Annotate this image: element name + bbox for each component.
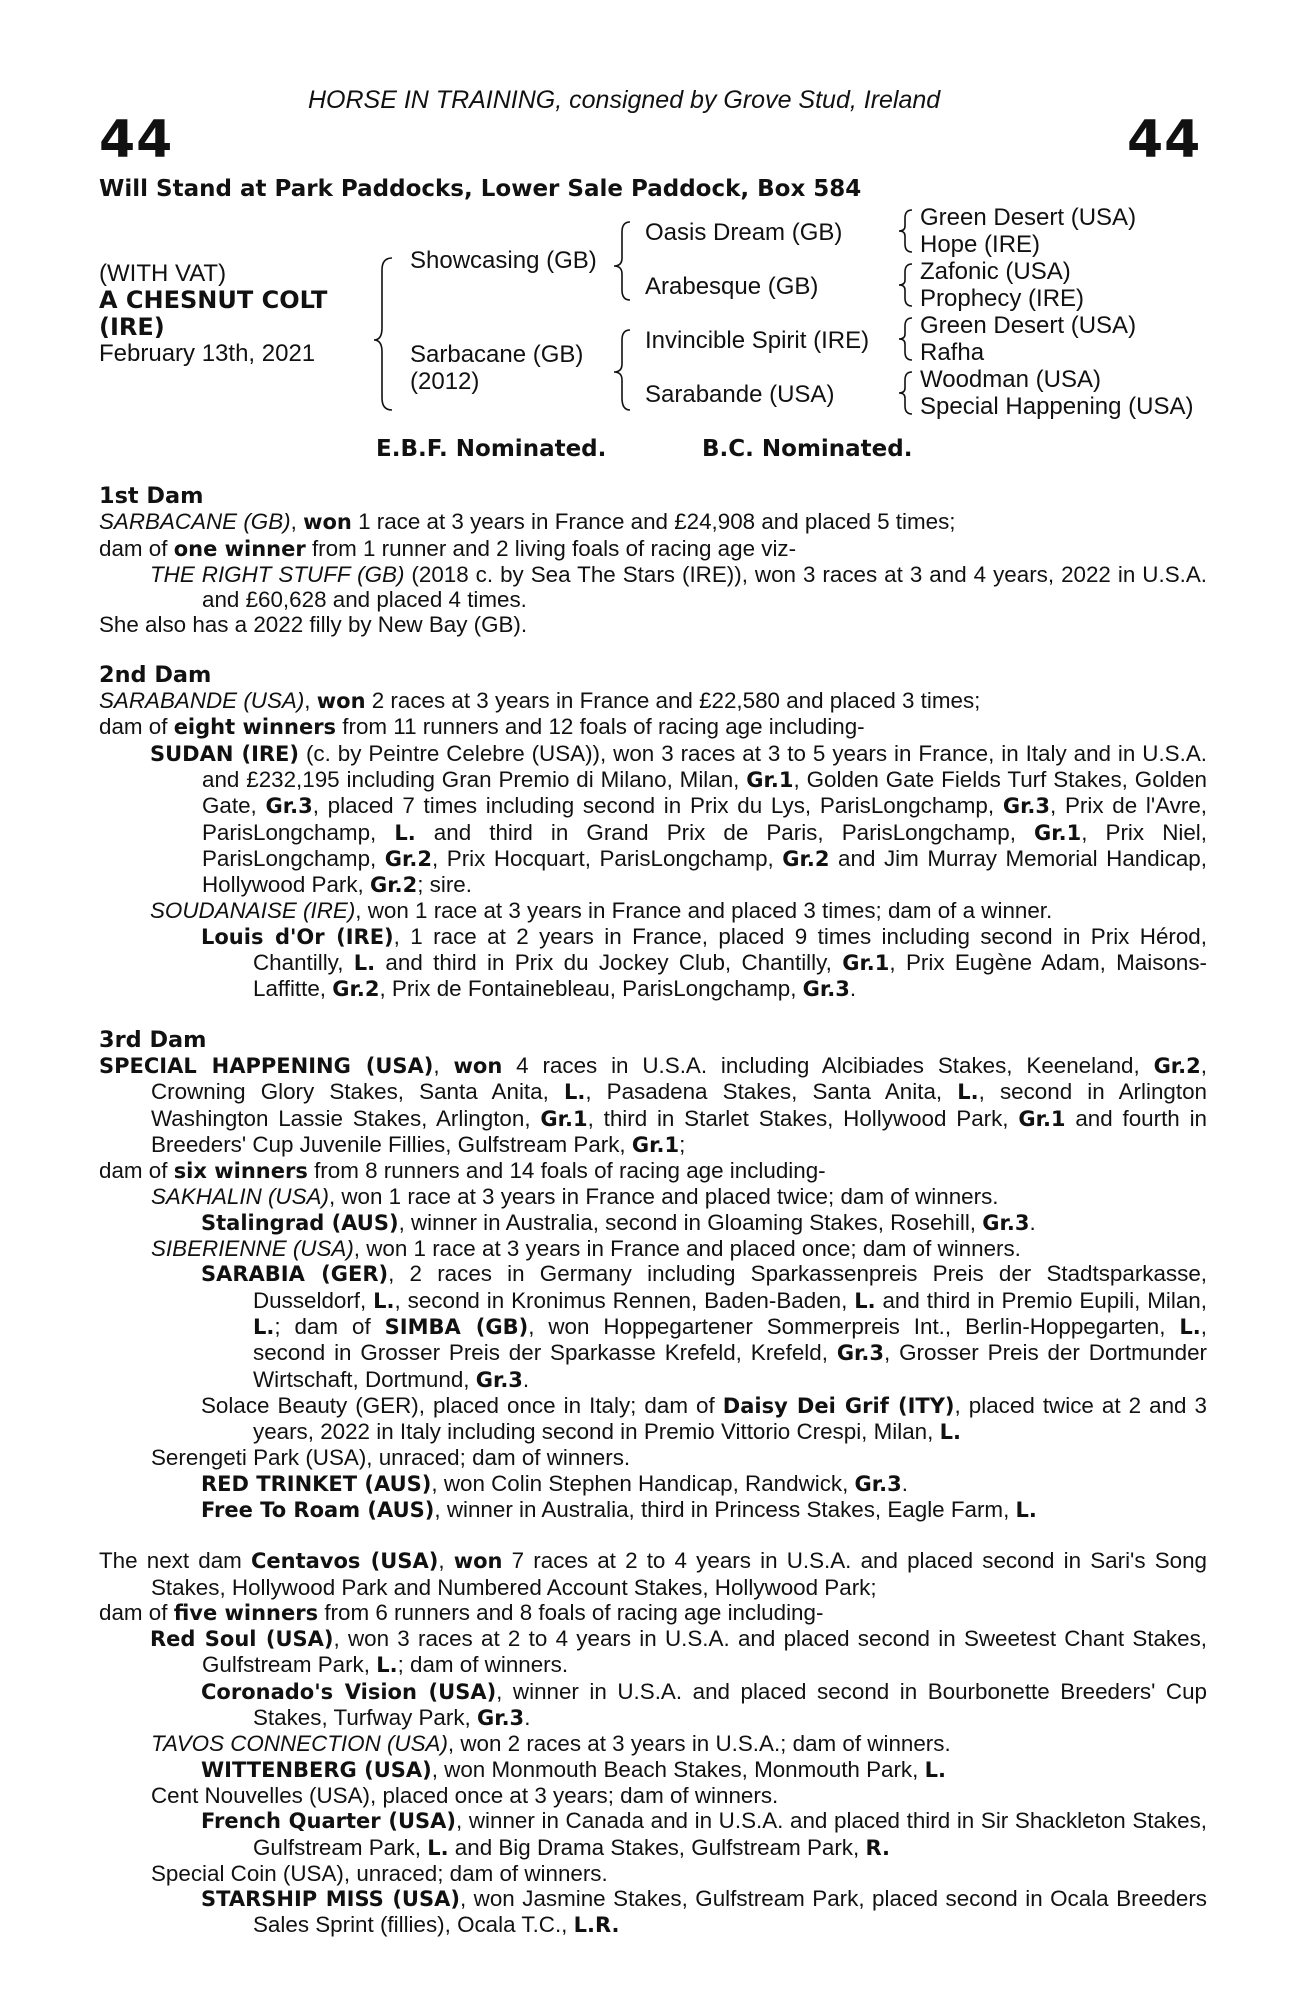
grand-7: Woodman (USA): [920, 366, 1101, 393]
produce-french-quarter: French Quarter (USA), winner in Canada and in U.S.A. and placed third in Sir Shackleton Stakes, Gulfstream Park, L. and Big Drama Stakes, Gulfstream Park, R.: [201, 1808, 1207, 1860]
grand-4: Prophecy (IRE): [920, 285, 1085, 312]
dam: Sarbacane (GB): [410, 341, 584, 368]
first-dam-produce-intro: dam of one winner from 1 runner and 2 living foals of racing age viz-: [99, 535, 797, 561]
produce-free-to-roam: Free To Roam (AUS), winner in Australia, third in Princess Stakes, Eagle Farm, L.: [201, 1496, 1037, 1522]
produce-2022-filly: She also has a 2022 filly by New Bay (GB).: [99, 612, 528, 638]
produce-siberienne: SIBERIENNE (USA), won 1 race at 3 years in France and placed once; dam of winners.: [151, 1236, 1021, 1262]
vat-note: (WITH VAT): [99, 260, 227, 287]
horse-name-line1: A CHESNUT COLT: [99, 286, 328, 314]
lot-number-left: 44: [99, 110, 174, 170]
stand-location: Will Stand at Park Paddocks, Lower Sale Paddock, Box 584: [99, 176, 862, 202]
sire-dam: Arabesque (GB): [645, 273, 819, 300]
produce-sakhalin: SAKHALIN (USA), won 1 race at 3 years in France and placed twice; dam of winners.: [151, 1184, 999, 1210]
third-dam-heading: 3rd Dam: [99, 1026, 207, 1053]
grand-5: Green Desert (USA): [920, 312, 1137, 339]
third-dam-entry: SPECIAL HAPPENING (USA), won 4 races in U.S.A. including Alcibiades Stakes, Keeneland, Gr.2, Crowning Glory Stakes, Santa Anita, L., Pasadena Stakes, Santa Anita, L., second in Arlington Washington Lassie Stakes, Arlington, Gr.1, third in Starlet Stakes, Hollywood Park, Gr.1 and fourth in Breeders' Cup Juvenile Fillies, Gulfstream Park, Gr.1;: [99, 1052, 1207, 1157]
produce-coronados-vision: Coronado's Vision (USA), winner in U.S.A. and placed second in Bourbonette Breeders' Cup Stakes, Turfway Park, Gr.3.: [201, 1678, 1207, 1731]
produce-serengeti-park: Serengeti Park (USA), unraced; dam of winners.: [151, 1445, 631, 1471]
bc-nomination: B.C. Nominated.: [702, 436, 913, 462]
dam-dam: Sarabande (USA): [645, 381, 835, 408]
produce-red-soul: Red Soul (USA), won 3 races at 2 to 4 years in U.S.A. and placed second in Sweetest Chant Stakes, Gulfstream Park, L.; dam of winners.: [150, 1626, 1207, 1678]
second-dam-produce-intro: dam of eight winners from 11 runners and 12 foals of racing age including-: [99, 714, 865, 740]
lot-number-right: 44: [1127, 110, 1202, 170]
date-of-birth: February 13th, 2021: [99, 340, 316, 367]
grand-2: Hope (IRE): [920, 231, 1041, 258]
dam-sire: Invincible Spirit (IRE): [645, 327, 870, 354]
produce-wittenberg: WITTENBERG (USA), won Monmouth Beach Stakes, Monmouth Park, L.: [201, 1756, 946, 1782]
produce-louis-dor: Louis d'Or (IRE), 1 race at 2 years in France, placed 9 times including second in Prix Hérod, Chantilly, L. and third in Prix du Jockey Club, Chantilly, Gr.1, Prix Eugène Adam, Maisons-Laffitte, Gr.2, Prix de Fontainebleau, ParisLongchamp, Gr.3.: [201, 923, 1207, 1002]
sire-sire: Oasis Dream (GB): [645, 219, 843, 246]
second-dam-entry: SARABANDE (USA), won 2 races at 3 years in France and £22,580 and placed 3 times;: [99, 688, 981, 714]
grand-3: Zafonic (USA): [920, 258, 1071, 285]
grand-1: Green Desert (USA): [920, 204, 1137, 231]
produce-red-trinket: RED TRINKET (AUS), won Colin Stephen Handicap, Randwick, Gr.3.: [201, 1470, 908, 1496]
next-dam-produce-intro: dam of five winners from 6 runners and 8 foals of racing age including-: [99, 1599, 824, 1625]
dam-year: (2012): [410, 368, 480, 395]
horse-name-line2: (IRE): [99, 313, 165, 341]
produce-solace-beauty: Solace Beauty (GER), placed once in Italy; dam of Daisy Dei Grif (ITY), placed twice at 2 and 3 years, 2022 in Italy including second in Premio Vittorio Crespi, Milan, L.: [201, 1392, 1207, 1445]
produce-special-coin: Special Coin (USA), unraced; dam of winners.: [151, 1860, 608, 1886]
catalogue-body: [99, 484, 1207, 1939]
produce-cent-nouvelles: Cent Nouvelles (USA), placed once at 3 years; dam of winners.: [151, 1782, 779, 1808]
grand-6: Rafha: [920, 339, 985, 366]
produce-the-right-stuff: THE RIGHT STUFF (GB) (2018 c. by Sea The Stars (IRE)), won 3 races at 3 and 4 years, 2022 in U.S.A. and £60,628 and placed 4 times.: [150, 561, 1208, 613]
produce-sudan: SUDAN (IRE) (c. by Peintre Celebre (USA)), won 3 races at 3 to 5 years in France, in Italy and in U.S.A. and £232,195 including Gran Premio di Milano, Milan, Gr.1, Golden Gate Fields Turf Stakes, Golden Gate, Gr.3, placed 7 times including second in Prix du Lys, ParisLongchamp, Gr.3, Prix de l'Avre, ParisLongchamp, L. and third in Grand Prix de Paris, ParisLongchamp, Gr.1, Prix Niel, ParisLongchamp, Gr.2, Prix Hocquart, ParisLongchamp, Gr.2 and Jim Murray Memorial Handicap, Hollywood Park, Gr.2; sire.: [150, 740, 1208, 898]
produce-soudanaise: SOUDANAISE (IRE), won 1 race at 3 years in France and placed 3 times; dam of a winner.: [150, 898, 1053, 924]
next-dam-entry: The next dam Centavos (USA), won 7 races at 2 to 4 years in U.S.A. and placed second in Sari's Song Stakes, Hollywood Park and Numbered Account Stakes, Hollywood Park;: [99, 1548, 1207, 1600]
catalogue-header: HORSE IN TRAINING, consigned by Grove Stud, Ireland: [308, 86, 941, 114]
grand-8: Special Happening (USA): [920, 393, 1194, 420]
produce-starship-miss: STARSHIP MISS (USA), won Jasmine Stakes, Gulfstream Park, placed second in Ocala Breeders Sales Sprint (fillies), Ocala T.C., L.R.: [201, 1886, 1207, 1938]
produce-stalingrad: Stalingrad (AUS), winner in Australia, second in Gloaming Stakes, Rosehill, Gr.3.: [201, 1209, 1036, 1235]
second-dam-heading: 2nd Dam: [99, 661, 212, 688]
ebf-nomination: E.B.F. Nominated.: [376, 436, 607, 462]
produce-tavos-connection: TAVOS CONNECTION (USA), won 2 races at 3 years in U.S.A.; dam of winners.: [151, 1731, 951, 1757]
produce-sarabia: SARABIA (GER), 2 races in Germany including Sparkassenpreis Preis der Stadtsparkasse, Dusseldorf, L., second in Kronimus Rennen, Baden-Baden, L. and third in Premio Eupili, Milan, L.; dam of SIMBA (GB), won Hoppegartener Sommerpreis Int., Berlin-Hoppegarten, L., second in Grosser Preis der Sparkasse Krefeld, Krefeld, Gr.3, Grosser Preis der Dortmunder Wirtschaft, Dortmund, Gr.3.: [201, 1261, 1207, 1392]
third-dam-produce-intro: dam of six winners from 8 runners and 14 foals of racing age including-: [99, 1158, 826, 1184]
first-dam-heading: 1st Dam: [99, 483, 204, 509]
sire: Showcasing (GB): [410, 247, 597, 274]
first-dam-entry: SARBACANE (GB), won 1 race at 3 years in France and £24,908 and placed 5 times;: [99, 509, 956, 535]
